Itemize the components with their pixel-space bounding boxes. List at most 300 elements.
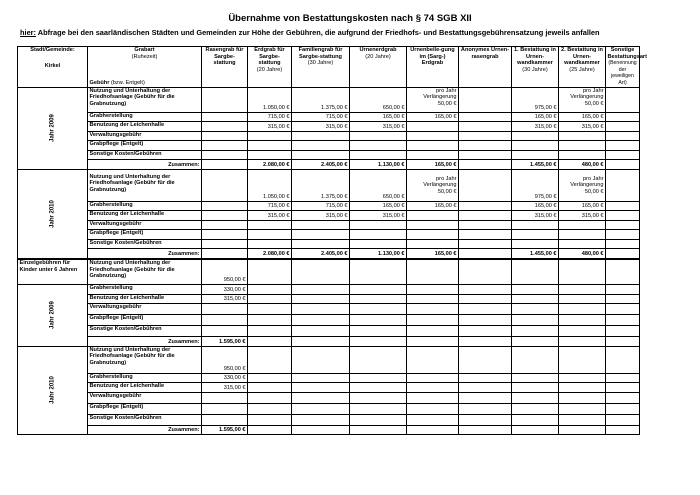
empty-cell	[606, 239, 640, 249]
empty-cell	[512, 150, 559, 160]
empty-cell	[606, 230, 640, 240]
empty-cell	[202, 230, 248, 240]
empty-cell	[606, 285, 640, 295]
empty-cell	[559, 337, 606, 347]
cell-value: 165,00 €	[350, 201, 407, 211]
empty-cell	[350, 315, 407, 326]
document-subtitle	[20, 28, 690, 37]
cell-value: pro Jahr Verlängerung 50,00 €	[559, 87, 606, 112]
empty-cell	[292, 260, 350, 285]
empty-cell	[606, 337, 640, 347]
empty-cell	[292, 131, 350, 141]
empty-cell	[606, 373, 640, 383]
empty-cell	[606, 383, 640, 393]
empty-cell	[350, 285, 407, 295]
empty-cell	[459, 373, 512, 383]
header-col-urnenbeilegung: Urnenbeile-gung im (Sarg-) Erdgrab	[407, 47, 459, 88]
row-label-zusammen: Zusammen:	[88, 425, 202, 435]
year-label-2010: Jahr 2010	[18, 346, 88, 435]
empty-cell	[512, 239, 559, 249]
table-row	[18, 304, 640, 315]
empty-cell	[512, 260, 559, 285]
empty-cell	[559, 315, 606, 326]
empty-cell	[606, 326, 640, 337]
year-label-2010: Jahr 2010	[18, 169, 88, 258]
table-row	[18, 346, 640, 373]
cell-value: 165,00 €	[512, 112, 559, 122]
empty-cell	[292, 150, 350, 160]
total-value: 1.455,00 €	[512, 249, 559, 259]
empty-cell	[407, 414, 459, 425]
table-row	[18, 169, 640, 201]
empty-cell	[407, 260, 459, 285]
table-row-total	[18, 160, 640, 170]
total-value: 2.405,00 €	[292, 160, 350, 170]
empty-cell	[559, 260, 606, 285]
empty-cell	[407, 285, 459, 295]
empty-cell	[512, 373, 559, 383]
empty-cell	[512, 383, 559, 393]
cell-value: 165,00 €	[559, 201, 606, 211]
total-value: 2.405,00 €	[292, 249, 350, 259]
empty-cell	[350, 326, 407, 337]
header-col-anonym: Anonymes Urnen-rasengrab	[459, 47, 512, 88]
row-label-grabpflege: Grabpflege (Entgelt)	[88, 403, 202, 414]
empty-cell	[407, 131, 459, 141]
empty-cell	[202, 315, 248, 326]
empty-cell	[350, 150, 407, 160]
empty-cell	[512, 141, 559, 151]
year-label-2009: Jahr 2009	[18, 87, 88, 169]
empty-cell	[292, 285, 350, 295]
empty-cell	[292, 294, 350, 304]
row-label-nutzung: Nutzung und Unterhaltung der Friedhofsanlage (Gebühr für die Grabnutzung)	[88, 169, 202, 201]
header-col-urnenerdgrab: Urnenerdgrab (20 Jahre)	[350, 47, 407, 88]
cell-value: 165,00 €	[407, 201, 459, 211]
row-label-grabherstellung: Grabherstellung	[88, 201, 202, 211]
empty-cell	[559, 414, 606, 425]
empty-cell	[350, 425, 407, 435]
empty-cell	[292, 337, 350, 347]
empty-cell	[292, 220, 350, 230]
empty-cell	[559, 373, 606, 383]
empty-cell	[512, 337, 559, 347]
table-row	[18, 141, 640, 151]
cell-value: 165,00 €	[559, 112, 606, 122]
empty-cell	[350, 346, 407, 373]
empty-cell	[202, 220, 248, 230]
empty-cell	[407, 304, 459, 315]
empty-cell	[559, 230, 606, 240]
empty-cell	[459, 315, 512, 326]
empty-cell	[407, 220, 459, 230]
empty-cell	[459, 230, 512, 240]
empty-cell	[407, 315, 459, 326]
empty-cell	[606, 131, 640, 141]
empty-cell	[559, 392, 606, 403]
empty-cell	[350, 141, 407, 151]
table-row	[18, 220, 640, 230]
cell-value: 315,00 €	[292, 211, 350, 221]
table-row	[18, 373, 640, 383]
total-value: 2.080,00 €	[248, 160, 292, 170]
cell-value: pro Jahr Verlängerung 50,00 €	[559, 169, 606, 201]
cell-value: 950,00 €	[202, 260, 248, 285]
cell-value: 950,00 €	[202, 346, 248, 373]
empty-cell	[512, 315, 559, 326]
empty-cell	[459, 403, 512, 414]
empty-cell	[202, 131, 248, 141]
total-value: 480,00 €	[559, 249, 606, 259]
table-row	[18, 239, 640, 249]
row-label-leichenhalle: Benutzung der Leichenhalle	[88, 383, 202, 393]
empty-cell	[512, 285, 559, 295]
row-label-nutzung: Nutzung und Unterhaltung der Friedhofsanlage (Gebühr für die Grabnutzung)	[88, 260, 202, 285]
cell-value: 650,00 €	[350, 169, 407, 201]
table-row-total	[18, 249, 640, 259]
empty-cell	[512, 425, 559, 435]
empty-cell	[292, 141, 350, 151]
empty-cell	[407, 373, 459, 383]
empty-cell	[248, 392, 292, 403]
empty-cell	[202, 403, 248, 414]
row-label-zusammen: Zusammen:	[88, 160, 202, 170]
empty-cell	[606, 304, 640, 315]
empty-cell	[248, 294, 292, 304]
empty-cell	[559, 239, 606, 249]
total-value: 1.455,00 €	[512, 160, 559, 170]
empty-cell	[248, 131, 292, 141]
empty-cell	[407, 141, 459, 151]
cell-value: 315,00 €	[350, 211, 407, 221]
empty-cell	[459, 425, 512, 435]
empty-cell	[248, 346, 292, 373]
empty-cell	[606, 403, 640, 414]
empty-cell	[350, 304, 407, 315]
row-label-sonstige: Sonstige Kosten/Gebühren	[88, 239, 202, 249]
empty-cell	[559, 425, 606, 435]
empty-cell	[202, 150, 248, 160]
empty-cell	[407, 294, 459, 304]
empty-cell	[559, 326, 606, 337]
row-label-sonstige: Sonstige Kosten/Gebühren	[88, 150, 202, 160]
row-label-verwaltung: Verwaltungsgebühr	[88, 304, 202, 315]
empty-cell	[459, 304, 512, 315]
empty-cell	[407, 425, 459, 435]
table-row	[18, 294, 640, 304]
header-col-rasengrab: Rasengrab für Sargbe-stattung	[202, 47, 248, 88]
empty-cell	[459, 294, 512, 304]
table-row	[18, 315, 640, 326]
table-row	[18, 285, 640, 295]
header-stadt	[18, 47, 88, 88]
cell-value: 715,00 €	[292, 112, 350, 122]
total-value: 1.130,00 €	[350, 249, 407, 259]
empty-cell	[459, 346, 512, 373]
row-label-leichenhalle: Benutzung der Leichenhalle	[88, 294, 202, 304]
empty-cell	[350, 131, 407, 141]
empty-cell	[559, 141, 606, 151]
fee-table-main	[17, 46, 647, 259]
empty-cell	[292, 392, 350, 403]
row-label-grabpflege: Grabpflege (Entgelt)	[88, 141, 202, 151]
empty-cell	[512, 304, 559, 315]
header-col-sonstige: Sonstige Bestattungsart (Benennung der jeweiligen Art)	[607, 47, 647, 86]
header-col-wand1: 1. Bestattung in Urnen-wandkammer (30 Jahre)	[512, 47, 559, 88]
empty-cell	[350, 239, 407, 249]
subtitle-text: Abfrage bei den saarländischen Städten und Gemeinden zur Höhe der Gebühren, die aufgrund der Friedhofs- und Bestattungsgebührensatzung jeweils anfallen	[37, 28, 600, 37]
total-value: 165,00 €	[407, 160, 459, 170]
cell-value: 165,00 €	[407, 112, 459, 122]
cell-value: 715,00 €	[292, 201, 350, 211]
total-value: 480,00 €	[559, 160, 606, 170]
empty-cell	[606, 346, 640, 373]
table-row	[18, 122, 640, 132]
empty-cell	[248, 403, 292, 414]
cell-value: 975,00 €	[512, 169, 559, 201]
table-row	[18, 150, 640, 160]
stadt-value: Kirkel	[44, 62, 61, 69]
cell-value: 315,00 €	[512, 122, 559, 132]
empty-cell	[292, 239, 350, 249]
empty-cell	[202, 239, 248, 249]
empty-cell	[606, 260, 640, 285]
stadt-label: Stadt/Gemeinde:	[30, 47, 75, 53]
table-row	[18, 211, 640, 221]
header-col-familiengrab: Familiengrab für Sargbe-stattung (30 Jahre)	[292, 47, 350, 88]
cell-value: 1.375,00 €	[292, 169, 350, 201]
empty-cell	[202, 304, 248, 315]
total-value: 1.130,00 €	[350, 160, 407, 170]
empty-cell	[350, 383, 407, 393]
row-label-nutzung: Nutzung und Unterhaltung der Friedhofsanlage (Gebühr für die Grabnutzung)	[88, 346, 202, 373]
empty-cell	[202, 326, 248, 337]
row-label-grabherstellung: Grabherstellung	[88, 285, 202, 295]
empty-cell	[512, 326, 559, 337]
empty-cell	[350, 337, 407, 347]
table-row	[18, 414, 640, 425]
row-label-zusammen: Zusammen:	[88, 249, 202, 259]
cell-value: 1.050,00 €	[248, 87, 292, 112]
table-row	[18, 87, 640, 112]
total-value: 1.595,00 €	[202, 425, 248, 435]
cell-value: 650,00 €	[350, 87, 407, 112]
empty-cell	[407, 150, 459, 160]
empty-cell	[350, 403, 407, 414]
empty-cell	[248, 220, 292, 230]
cell-value: pro Jahr Verlängerung 50,00 €	[407, 169, 459, 201]
row-label-grabherstellung: Grabherstellung	[88, 112, 202, 122]
empty-cell	[459, 414, 512, 425]
table-row	[18, 383, 640, 393]
empty-cell	[350, 220, 407, 230]
empty-cell	[248, 425, 292, 435]
cell-value: 1.375,00 €	[292, 87, 350, 112]
table-row-total	[18, 337, 640, 347]
table-row	[18, 260, 640, 285]
empty-cell	[407, 239, 459, 249]
empty-cell	[459, 150, 512, 160]
cell-value: pro Jahr Verlängerung 50,00 €	[407, 87, 459, 112]
empty-cell	[292, 230, 350, 240]
cell-value: 315,00 €	[350, 122, 407, 132]
empty-cell	[350, 414, 407, 425]
empty-cell	[459, 326, 512, 337]
empty-cell	[292, 383, 350, 393]
cell-value: 315,00 €	[559, 211, 606, 221]
empty-cell	[292, 326, 350, 337]
empty-cell	[512, 131, 559, 141]
empty-cell	[407, 230, 459, 240]
row-label-sonstige: Sonstige Kosten/Gebühren	[88, 326, 202, 337]
empty-cell	[407, 346, 459, 373]
empty-cell	[512, 294, 559, 304]
empty-cell	[559, 304, 606, 315]
cell-value: 315,00 €	[202, 294, 248, 304]
row-label-leichenhalle: Benutzung der Leichenhalle	[88, 122, 202, 132]
empty-cell	[248, 150, 292, 160]
row-label-grabpflege: Grabpflege (Entgelt)	[88, 230, 202, 240]
empty-cell	[248, 414, 292, 425]
empty-cell	[292, 315, 350, 326]
subtitle-prefix: hier:	[20, 28, 37, 37]
empty-cell	[559, 150, 606, 160]
total-value: 1.595,00 €	[202, 337, 248, 347]
empty-cell	[559, 131, 606, 141]
cell-value: 315,00 €	[248, 122, 292, 132]
table-row	[18, 230, 640, 240]
empty-cell	[248, 304, 292, 315]
empty-cell	[350, 230, 407, 240]
total-value: 2.080,00 €	[248, 249, 292, 259]
empty-cell	[459, 131, 512, 141]
empty-cell	[292, 425, 350, 435]
empty-cell	[407, 403, 459, 414]
row-label-grabherstellung: Grabherstellung	[88, 373, 202, 383]
empty-cell	[512, 414, 559, 425]
cell-value: 315,00 €	[512, 211, 559, 221]
empty-cell	[559, 383, 606, 393]
empty-cell	[292, 304, 350, 315]
empty-cell	[202, 414, 248, 425]
cell-value: 330,00 €	[202, 285, 248, 295]
cell-value: 975,00 €	[512, 87, 559, 112]
empty-cell	[248, 373, 292, 383]
empty-cell	[512, 230, 559, 240]
cell-value: 715,00 €	[248, 201, 292, 211]
empty-cell	[459, 392, 512, 403]
fee-table-children	[17, 259, 640, 435]
empty-cell	[559, 294, 606, 304]
table-row	[18, 326, 640, 337]
cell-value: 330,00 €	[202, 373, 248, 383]
table-row	[18, 112, 640, 122]
header-col-wand2: 2. Bestattung in Urnen-wandkammer (25 Jahre)	[559, 47, 606, 88]
empty-cell	[407, 383, 459, 393]
empty-cell	[606, 315, 640, 326]
row-label-zusammen: Zusammen:	[88, 337, 202, 347]
row-label-sonstige: Sonstige Kosten/Gebühren	[88, 414, 202, 425]
empty-cell	[292, 346, 350, 373]
table-row	[18, 131, 640, 141]
empty-cell	[407, 326, 459, 337]
empty-cell	[606, 425, 640, 435]
empty-cell	[459, 285, 512, 295]
empty-cell	[248, 326, 292, 337]
header-row	[18, 47, 640, 88]
empty-cell	[292, 414, 350, 425]
empty-cell	[459, 141, 512, 151]
row-label-nutzung: Nutzung und Unterhaltung der Friedhofsanlage (Gebühr für die Grabnutzung)	[88, 87, 202, 112]
empty-cell	[459, 337, 512, 347]
ruhezeit-label: (Ruhezeit)	[131, 53, 158, 60]
empty-cell	[606, 150, 640, 160]
empty-cell	[248, 383, 292, 393]
cell-value: 165,00 €	[512, 201, 559, 211]
cell-value: 315,00 €	[559, 122, 606, 132]
empty-cell	[559, 285, 606, 295]
empty-cell	[459, 239, 512, 249]
gebuehr-label: Gebühr	[89, 79, 110, 86]
empty-cell	[512, 220, 559, 230]
total-value: 165,00 €	[407, 249, 459, 259]
empty-cell	[559, 403, 606, 414]
row-label-verwaltung: Verwaltungsgebühr	[88, 392, 202, 403]
empty-cell	[292, 403, 350, 414]
header-grabart	[88, 47, 202, 88]
empty-cell	[350, 373, 407, 383]
empty-cell	[459, 220, 512, 230]
grabart-label: Grabart	[134, 47, 155, 53]
empty-cell	[559, 346, 606, 373]
empty-cell	[248, 337, 292, 347]
empty-cell	[248, 315, 292, 326]
kinder-label: Einzelgebühren für Kinder unter 6 Jahren	[18, 260, 88, 285]
gebuehr-sub-label: (bzw. Entgelt)	[110, 79, 145, 86]
empty-cell	[407, 392, 459, 403]
empty-cell	[248, 239, 292, 249]
row-label-verwaltung: Verwaltungsgebühr	[88, 131, 202, 141]
cell-value: 715,00 €	[248, 112, 292, 122]
empty-cell	[606, 392, 640, 403]
empty-cell	[248, 285, 292, 295]
empty-cell	[606, 220, 640, 230]
empty-cell	[248, 260, 292, 285]
document-title: Übernahme von Bestattungskosten nach § 74 SGB XII	[228, 13, 472, 24]
table-row	[18, 392, 640, 403]
empty-cell	[559, 220, 606, 230]
empty-cell	[292, 373, 350, 383]
empty-cell	[606, 141, 640, 151]
empty-cell	[350, 392, 407, 403]
empty-cell	[512, 346, 559, 373]
empty-cell	[459, 383, 512, 393]
empty-cell	[512, 403, 559, 414]
empty-cell	[350, 260, 407, 285]
cell-value: 315,00 €	[202, 383, 248, 393]
row-label-verwaltung: Verwaltungsgebühr	[88, 220, 202, 230]
header-col-erdgrab: Erdgrab für Sargbe-stattung (20 Jahre)	[248, 47, 292, 88]
empty-cell	[512, 392, 559, 403]
empty-cell	[248, 141, 292, 151]
empty-cell	[350, 294, 407, 304]
empty-cell	[202, 392, 248, 403]
cell-value: 1.050,00 €	[248, 169, 292, 201]
empty-cell	[459, 260, 512, 285]
empty-cell	[606, 294, 640, 304]
year-label-2009: Jahr 2009	[18, 285, 88, 347]
cell-value: 315,00 €	[248, 211, 292, 221]
